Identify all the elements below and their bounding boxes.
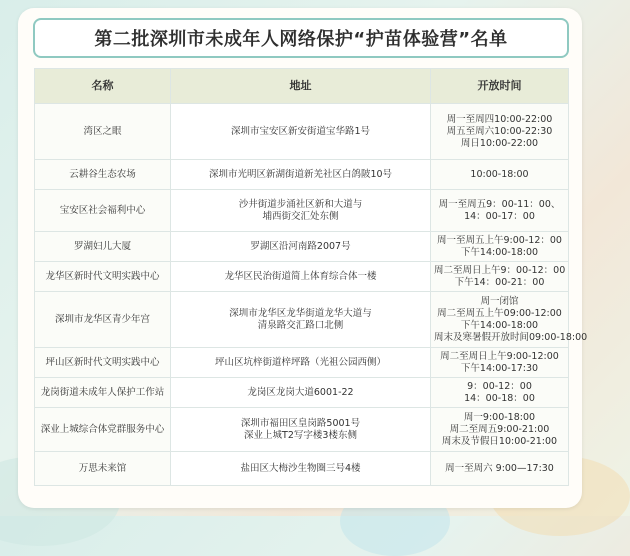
- venue-address-line: 坪山区坑梓街道梓坪路（光祖公园西侧）: [214, 356, 386, 368]
- venue-address-line: 深圳市宝安区新安街道宝华路1号: [230, 125, 371, 137]
- venue-address-line: 龙华区民治街道简上体育综合体一楼: [224, 270, 377, 282]
- venue-hours: [431, 348, 569, 378]
- venue-hours: [431, 262, 569, 292]
- venue-name: 湾区之眼: [35, 104, 171, 160]
- title-frame: [33, 18, 569, 58]
- venue-hours-line: 9：00-12：00: [467, 380, 532, 392]
- venue-address: [171, 292, 431, 348]
- venue-hours-line: 下午14:00-18:00: [460, 319, 539, 331]
- table-header-row: [35, 69, 569, 104]
- venue-address: [171, 452, 431, 486]
- venue-address: [171, 378, 431, 408]
- venue-hours: [431, 292, 588, 348]
- venue-hours-line: 周一至周五9：00-11：00、: [438, 198, 561, 210]
- column-header-hours: 开放时间: [431, 69, 569, 104]
- venue-address-line: 清泉路交汇路口北侧: [257, 319, 344, 331]
- venue-name: 云耕谷生态农场: [35, 160, 171, 190]
- venue-address: [171, 348, 431, 378]
- document-card: [18, 8, 588, 508]
- venue-hours-line: 下午14：00-21：00: [454, 276, 545, 288]
- column-header-address: 地址: [171, 69, 431, 104]
- column-header-name: 名称: [35, 69, 171, 104]
- venue-address-line: 深业上城T2写字楼3楼东侧: [244, 429, 357, 441]
- venue-hours-line: 周一9:00-18:00: [463, 411, 536, 423]
- venue-name: 深圳市龙华区青少年宫: [35, 292, 171, 348]
- venue-hours-line: 周一至周五上午9:00-12：00: [437, 234, 562, 246]
- venue-hours-line: 周一闭馆: [480, 295, 519, 307]
- table-row: [35, 348, 569, 378]
- venue-name: 宝安区社会福利中心: [35, 190, 171, 232]
- venue-address-line: 深圳市福田区皇岗路5001号: [240, 417, 361, 429]
- venue-address: [171, 104, 431, 160]
- table-row: [35, 190, 569, 232]
- venue-address: [171, 232, 431, 262]
- venue-hours: [431, 232, 569, 262]
- venue-hours-line: 下午14:00-17:30: [460, 362, 539, 374]
- table-row: [35, 452, 569, 486]
- venue-hours-line: 周五至周六10:00-22:30: [446, 125, 553, 137]
- venue-name: 坪山区新时代文明实践中心: [35, 348, 171, 378]
- venue-hours: [431, 104, 569, 160]
- venue-hours-line: 下午14:00-18:00: [460, 246, 539, 258]
- table-row: [35, 104, 569, 160]
- page-title: 第二批深圳市未成年人网络保护“护苗体验营”名单: [94, 29, 508, 50]
- venue-address-line: 盐田区大梅沙生物圈三号4楼: [240, 462, 361, 474]
- venue-hours-line: 周二至周日上午9:00-12:00: [440, 350, 559, 362]
- venue-hours-line: 10:00-18:00: [470, 168, 529, 180]
- table-row: [35, 292, 569, 348]
- venue-address-line: 沙井街道步涌社区新和大道与: [238, 198, 363, 210]
- venue-address: [171, 262, 431, 292]
- venue-address: [171, 190, 431, 232]
- venue-hours-line: 周末及寒暑假开放时间09:00-18:00: [434, 331, 588, 343]
- venue-hours-line: 周末及节假日10:00-21:00: [441, 435, 558, 447]
- table-row: [35, 160, 569, 190]
- venue-name: 龙岗街道未成年人保护工作站: [35, 378, 171, 408]
- table-row: [35, 232, 569, 262]
- venue-hours-line: 周二至周五9:00-21:00: [449, 423, 550, 435]
- venue-address-line: 罗湖区沿河南路2007号: [250, 240, 351, 252]
- table-row: [35, 408, 569, 452]
- venue-hours: [431, 190, 569, 232]
- venue-name: 深业上城综合体党群服务中心: [35, 408, 171, 452]
- venue-hours: [431, 160, 569, 190]
- table-row: [35, 378, 569, 408]
- table-row: [35, 262, 569, 292]
- venue-address-line: 深圳市光明区新湖街道新羌社区白鸽陂10号: [208, 168, 393, 180]
- venue-hours-line: 14：00-17：00: [464, 210, 535, 222]
- venue-address-line: 深圳市龙华区龙华街道龙华大道与: [229, 307, 372, 319]
- venue-hours: [431, 378, 569, 408]
- venue-table: [34, 68, 588, 486]
- venue-name: 万思未来馆: [35, 452, 171, 486]
- venue-hours: [431, 408, 569, 452]
- venue-hours-line: 周二至周五上午09:00-12:00: [437, 307, 562, 319]
- venue-hours: [431, 452, 569, 486]
- venue-hours-line: 周日10:00-22:00: [460, 137, 539, 149]
- venue-address: [171, 408, 431, 452]
- venue-name: 罗湖妇儿大厦: [35, 232, 171, 262]
- venue-address-line: 埔西街交汇处东侧: [262, 210, 339, 222]
- venue-address: [171, 160, 431, 190]
- venue-hours-line: 周一至周六 9:00—17:30: [445, 462, 554, 474]
- venue-hours-line: 周一至周四10:00-22:00: [446, 113, 553, 125]
- venue-hours-line: 周二至周日上午9：00-12：00: [434, 264, 566, 276]
- venue-address-line: 龙岗区龙岗大道6001-22: [247, 386, 354, 398]
- venue-name: 龙华区新时代文明实践中心: [35, 262, 171, 292]
- venue-hours-line: 14：00-18：00: [464, 392, 535, 404]
